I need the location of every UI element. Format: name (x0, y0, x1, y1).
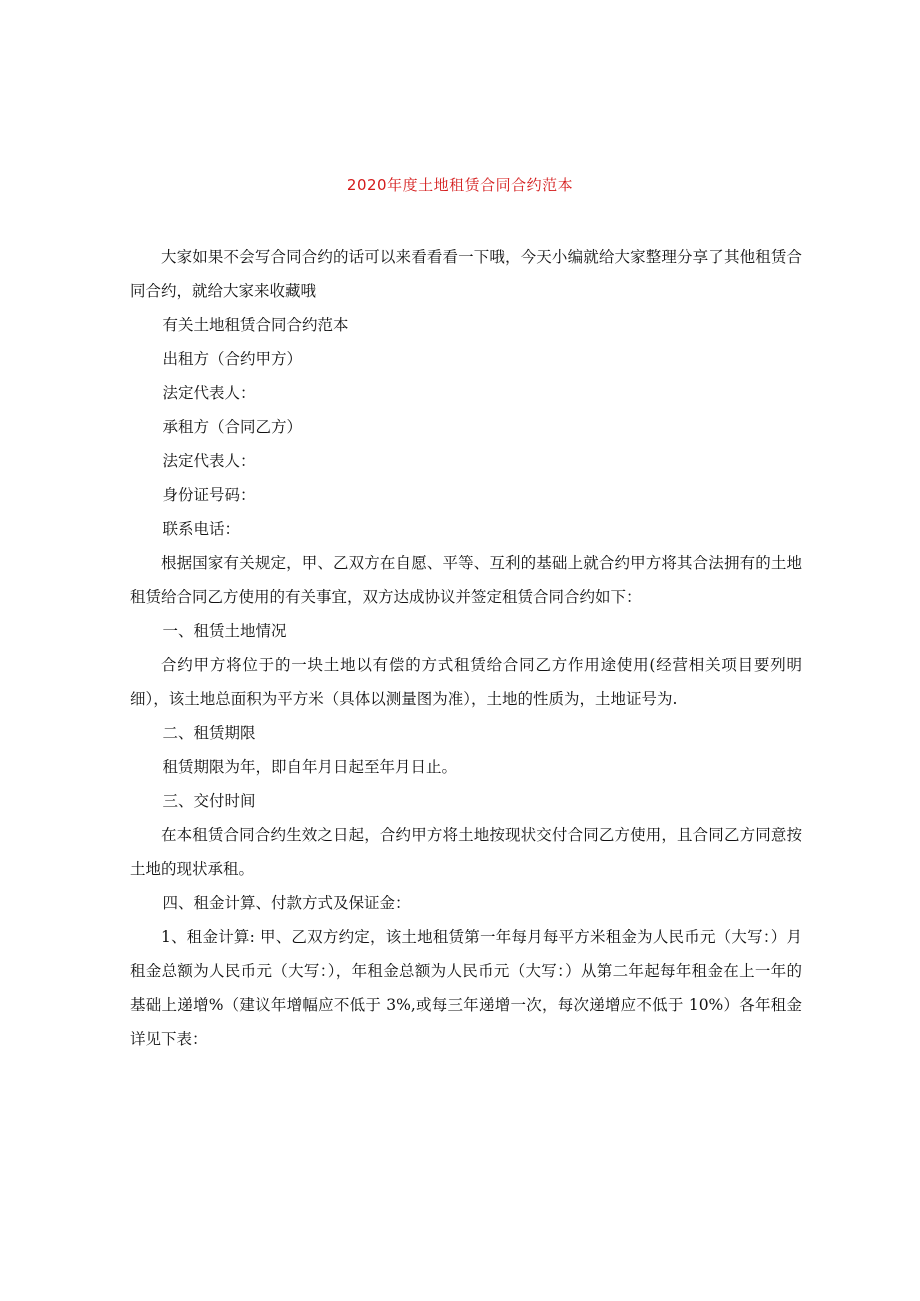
lessee-legal-rep-line: 法定代表人： (162, 452, 256, 470)
contract-subtitle: 有关土地租赁合同合约范本 (162, 316, 349, 334)
id-number-line: 身份证号码： (162, 486, 256, 504)
document-body (130, 240, 802, 1056)
section-3-paragraph: 在本租赁合同合约生效之日起，合约甲方将土地按现状交付合同乙方使用，且合同乙方同意按土地的现状承租。 (130, 826, 802, 878)
section-1-paragraph: 合约甲方将位于的一块土地以有偿的方式租赁给合同乙方作用途使用(经营相关项目要列明细），该土地总面积为平方米（具体以测量图为准），土地的性质为，土地证号为. (130, 656, 802, 708)
lessor-line: 出租方（合约甲方） (162, 350, 303, 368)
section-2-paragraph: 租赁期限为年，即自年月日起至年月日止。 (162, 758, 458, 776)
section-4-item-1: 1、租金计算: 甲、乙双方约定，该土地租赁第一年每月每平方米租金为人民币元（大写：）月租金总额为人民币元（大写：），年租金总额为人民币元（大写：）从第二年起每年租金在上一年的基础上递增%（建议年增幅应不低于 3%,或每三年递增一次，每次递增应不低于 10%）各年租金详见下表： (130, 928, 802, 1048)
section-2-heading: 二、租赁期限 (162, 724, 256, 742)
preamble-paragraph: 根据国家有关规定，甲、乙双方在自愿、平等、互利的基础上就合约甲方将其合法拥有的土地租赁给合同乙方使用的有关事宜，双方达成协议并签定租赁合同合约如下： (130, 554, 802, 606)
phone-line: 联系电话： (162, 520, 241, 538)
section-1-heading: 一、租赁土地情况 (162, 622, 287, 640)
lessor-legal-rep-line: 法定代表人： (162, 384, 256, 402)
section-4-heading: 四、租金计算、付款方式及保证金： (162, 894, 411, 912)
intro-paragraph: 大家如果不会写合同合约的话可以来看看看一下哦，今天小编就给大家整理分享了其他租赁合同合约，就给大家来收藏哦 (130, 248, 802, 300)
lessee-line: 承租方（合同乙方） (162, 418, 303, 436)
document-title: 2020年度土地租赁合同合约范本 (346, 176, 574, 194)
section-3-heading: 三、交付时间 (162, 792, 256, 810)
